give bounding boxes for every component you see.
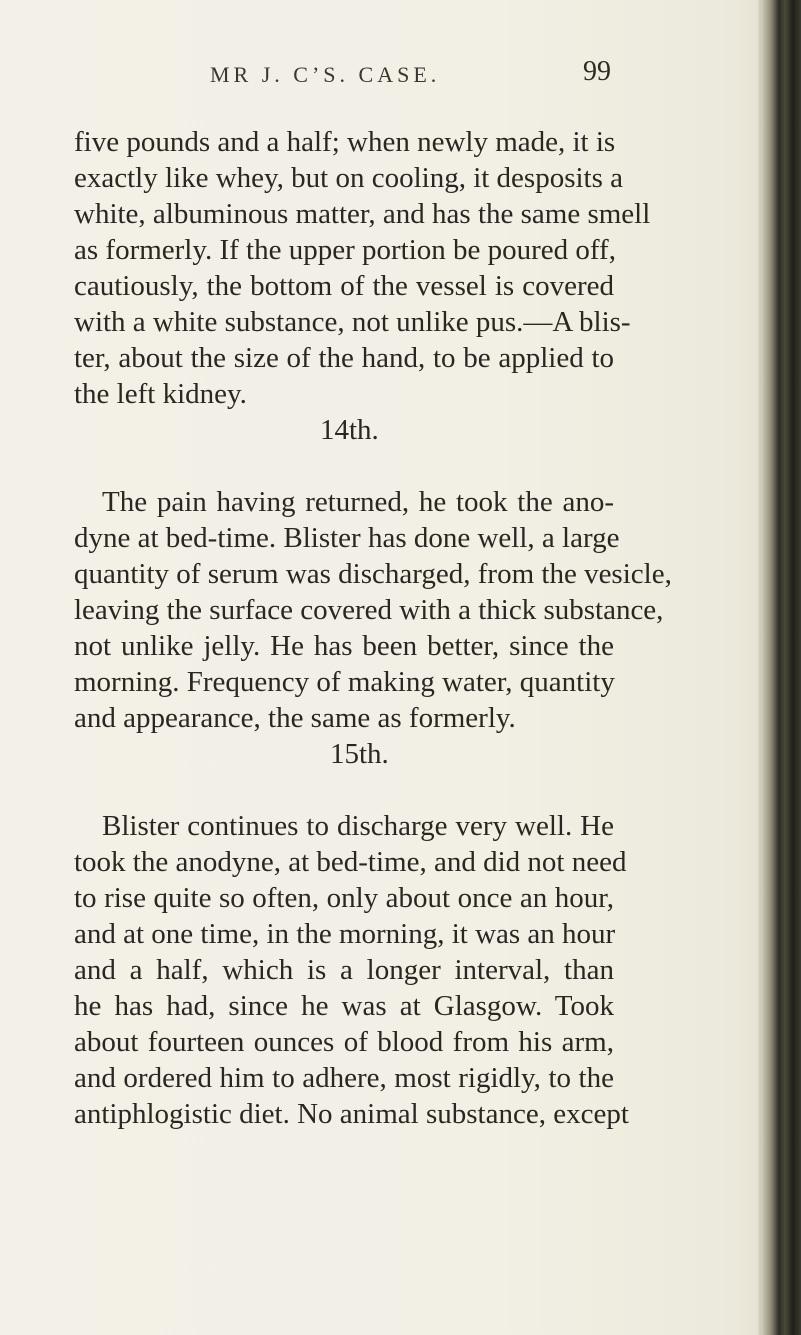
text-line: five pounds and a half; when newly made, it is [74, 126, 616, 158]
text-line: white, albuminous matter, and has the same smell [74, 198, 651, 230]
date-heading: 14th. [320, 414, 379, 446]
text-line: exactly like whey, but on cooling, it desposits a [74, 162, 624, 194]
text-line: the left kidney. [74, 378, 247, 410]
text-line: Blister continues to discharge very well. He [102, 810, 614, 842]
text-line: ter, about the size of the hand, to be applied to [74, 342, 614, 374]
text-line: and appearance, the same as formerly. [74, 702, 516, 734]
text-line: he has had, since he was at Glasgow. Took [74, 990, 614, 1022]
text-line: as formerly. If the upper portion be poured off, [74, 234, 616, 266]
text-line: antiphlogistic diet. No animal substance, except [74, 1098, 629, 1130]
date-heading: 15th. [330, 738, 389, 770]
text-line: with a white substance, not unlike pus.—A blis- [74, 306, 631, 338]
text-line: and at one time, in the morning, it was an hour [74, 918, 616, 950]
text-line: cautiously, the bottom of the vessel is covered [74, 270, 614, 302]
text-line: morning. Frequency of making water, quantity [74, 666, 615, 698]
text-line: to rise quite so often, only about once an hour, [74, 882, 614, 914]
page-number: 99 [583, 56, 611, 87]
text-line: about fourteen ounces of blood from his arm, [74, 1026, 614, 1058]
running-head: MR J. C’S. CASE. [210, 62, 441, 87]
text-line: took the anodyne, at bed-time, and did not need [74, 846, 627, 878]
text-line: and a half, which is a longer interval, than [74, 954, 614, 986]
text-line: leaving the surface covered with a thick substance, [74, 594, 664, 626]
text-line: The pain having returned, he took the ano- [102, 486, 614, 518]
text-line: dyne at bed-time. Blister has done well, a large [74, 522, 620, 554]
text-line: quantity of serum was discharged, from the vesicle, [74, 558, 672, 590]
text-line: and ordered him to adhere, most rigidly, to the [74, 1062, 614, 1094]
book-spine [761, 0, 801, 1335]
text-line: not unlike jelly. He has been better, since the [74, 630, 614, 662]
